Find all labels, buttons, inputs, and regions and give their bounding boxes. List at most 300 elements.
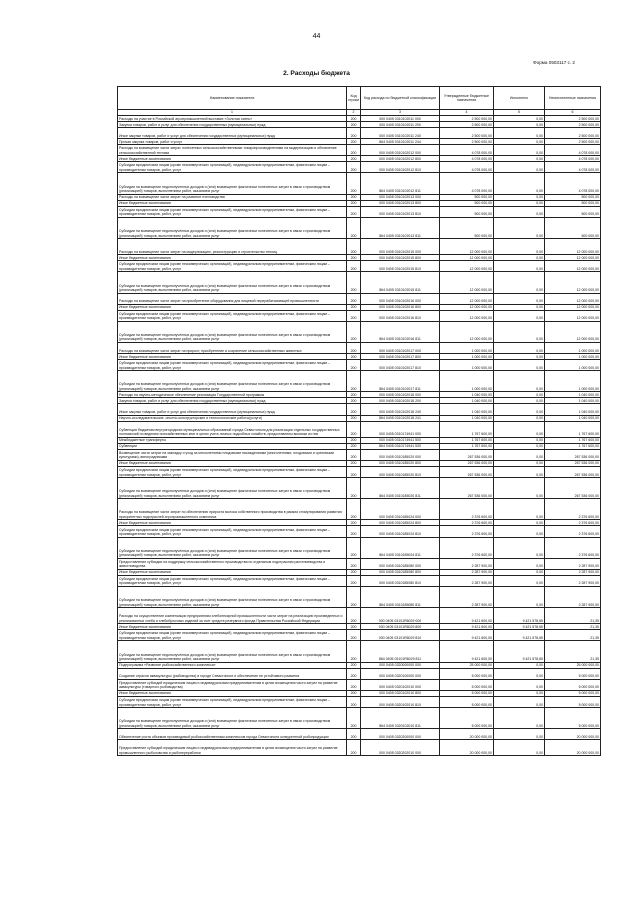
row-indicator-name: Субсидии на возмещение недополученных доходов и (или) возмещение фактически понесенных затрат в связи с производством (реализацией) товаров, выполнением работ, оказанием услуг (118, 321, 347, 342)
row-expense-code: 000 0405 0320102010 000 (361, 679, 440, 690)
row-expense-code: 000 0405 0310102017 810 (361, 360, 440, 371)
row-expense-code: 864 0405 0310102013 811 (361, 217, 440, 238)
row-indicator-name: Иные бюджетные ассигнования (118, 690, 347, 696)
row-line-code: 200 (347, 729, 361, 740)
row-remaining-amount: 1 767 600,00 (545, 443, 601, 449)
row-remaining-amount: 21,35 (545, 630, 601, 641)
row-remaining-amount: 1 000 000,00 (545, 371, 601, 392)
row-line-code: 200 (347, 575, 361, 586)
row-line-code: 200 (347, 537, 361, 558)
row-executed-amount: 0,00 (494, 128, 545, 139)
row-approved-amount: 1 000 000,00 (440, 360, 494, 371)
row-remaining-amount: 12 000 000,00 (545, 261, 601, 272)
row-approved-amount: 1 040 000,00 (440, 392, 494, 398)
row-indicator-name: Субвенции (118, 443, 347, 449)
header-approved: Утвержденные бюджетные назначения (440, 87, 494, 110)
row-indicator-name: Субсидии на возмещение недополученных доходов и (или) возмещение фактически понесенных затрат в связи с производством (реализацией) товаров, выполнением работ, оказанием услуг (118, 173, 347, 194)
row-approved-amount: 1 040 000,00 (440, 398, 494, 404)
row-line-code: 200 (347, 200, 361, 206)
row-indicator-name: Закупка товаров, работ и услуг для обеспечения государственных (муниципальных) нужд (118, 398, 347, 404)
row-remaining-amount: 2 376 600,00 (545, 537, 601, 558)
row-indicator-name: Научно-исследовательские, опытно-конструкторские и технологические работы(услуги) (118, 415, 347, 421)
row-line-code: 200 (347, 342, 361, 353)
table-row (118, 679, 601, 690)
row-executed-amount: 0,00 (494, 156, 545, 162)
row-expense-code: 864 0405 0310102011 244 (361, 139, 440, 145)
column-number: 4 (440, 110, 494, 116)
row-expense-code: 864 0405 0310185024 811 (361, 537, 440, 558)
table-row (118, 575, 601, 586)
row-indicator-name: Подпрограмма «Развитие рыбохозяйственного комплекса» (118, 662, 347, 668)
row-indicator-name: Субсидии на возмещение недополученных доходов и (или) возмещение фактически понесенных затрат в связи с производством (реализацией) товаров, выполнением работ, оказанием услуг (118, 272, 347, 293)
table-row (118, 321, 601, 342)
table-row (118, 206, 601, 217)
row-approved-amount: 20 000 000,00 (440, 740, 494, 756)
row-approved-amount: 500 000,00 (440, 200, 494, 206)
row-indicator-name: Субсидии юридическим лицам (кроме некоммерческих организаций), индивидуальным предпринимателям, физическим лицам – производителям товаров, работ, услуг (118, 360, 347, 371)
row-executed-amount: 9 421 578,65 (494, 641, 545, 662)
row-executed-amount: 0,00 (494, 116, 545, 122)
row-approved-amount: 500 000,00 (440, 217, 494, 238)
table-row (118, 696, 601, 707)
column-number: 6 (545, 110, 601, 116)
row-approved-amount: 12 000 000,00 (440, 293, 494, 304)
row-executed-amount: 0,00 (494, 586, 545, 607)
table-row (118, 293, 601, 304)
row-approved-amount: 12 000 000,00 (440, 272, 494, 293)
row-expense-code: 000 0405 0310102017 000 (361, 342, 440, 353)
row-expense-code: 000 0405 03101R6029 000 (361, 608, 440, 624)
row-expense-code: 000 0405 0320200000 000 (361, 729, 440, 740)
row-line-code: 200 (347, 293, 361, 304)
row-remaining-amount: 2 376 600,00 (545, 520, 601, 526)
row-approved-amount: 5 000 000,00 (440, 690, 494, 696)
row-remaining-amount: 4 078 000,00 (545, 145, 601, 156)
row-line-code: 200 (347, 608, 361, 624)
row-executed-amount: 0,00 (494, 460, 545, 466)
table-row (118, 499, 601, 520)
budget-expenses-table (117, 86, 601, 756)
row-indicator-name: Субвенция бюджетам внутригородских муниципальных образований города Севастополя для реализации отдельных государственных полномочий по ведению похозяйственных книг в целях учета личных подсобных хозяйств, предоставлены выписки из них (118, 421, 347, 437)
row-line-code: 200 (347, 156, 361, 162)
row-line-code: 200 (347, 696, 361, 707)
row-approved-amount: 500 000,00 (440, 194, 494, 200)
row-expense-code: 864 0405 0310174941 530 (361, 443, 440, 449)
row-remaining-amount: 500 000,00 (545, 217, 601, 238)
row-line-code: 200 (347, 569, 361, 575)
row-expense-code: 000 0405 0320102010 800 (361, 690, 440, 696)
table-row (118, 128, 601, 139)
row-line-code: 200 (347, 139, 361, 145)
row-expense-code: 000 0405 0320100000 000 (361, 668, 440, 679)
row-remaining-amount: 2 500 000,00 (545, 116, 601, 122)
row-approved-amount: 1 000 000,00 (440, 342, 494, 353)
row-expense-code: 864 0405 0310102016 811 (361, 321, 440, 342)
row-approved-amount: 2 500 000,00 (440, 139, 494, 145)
row-remaining-amount: 1 040 000,00 (545, 415, 601, 421)
row-approved-amount: 20 000 000,00 (440, 729, 494, 740)
row-expense-code: 000 0405 0310102018 240 (361, 404, 440, 415)
row-indicator-name: Прочая закупка товаров, работ и услуг (118, 139, 347, 145)
row-expense-code: 000 0405 0310102016 800 (361, 304, 440, 310)
row-remaining-amount: 5 000 000,00 (545, 696, 601, 707)
row-remaining-amount: 21,35 (545, 608, 601, 624)
row-indicator-name: Субсидии юридическим лицам (кроме некоммерческих организаций), индивидуальным предпринимателям, физическим лицам – производителям товаров, работ, услуг (118, 466, 347, 477)
row-line-code: 200 (347, 679, 361, 690)
row-line-code: 200 (347, 708, 361, 729)
row-expense-code: 864 0405 0310102015 811 (361, 272, 440, 293)
row-remaining-amount: 2 500 000,00 (545, 128, 601, 139)
row-expense-code: 000 0405 0310102012 800 (361, 156, 440, 162)
row-remaining-amount: 2 287 900,00 (545, 575, 601, 586)
row-expense-code: 000 0405 0310102015 000 (361, 239, 440, 255)
row-indicator-name: Возмещение части затрат на закладку и уход за многолетними плодовыми насаждениями (многолетними, плодовыми и ореховыми культурами), виноградниками (118, 449, 347, 460)
row-remaining-amount: 4 078 000,00 (545, 162, 601, 173)
row-remaining-amount: 2 287 900,00 (545, 586, 601, 607)
row-remaining-amount: 267 536 000,00 (545, 466, 601, 477)
row-approved-amount: 2 287 900,00 (440, 586, 494, 607)
table-row (118, 310, 601, 321)
row-expense-code: 864 0405 0310185020 811 (361, 478, 440, 499)
table-row (118, 537, 601, 558)
row-approved-amount: 12 000 000,00 (440, 321, 494, 342)
row-indicator-name: Субсидии юридическим лицам (кроме некоммерческих организаций), индивидуальным предпринимателям, физическим лицам – производителям товаров, работ, услуг (118, 526, 347, 537)
row-executed-amount: 0,00 (494, 360, 545, 371)
row-indicator-name: Субсидии юридическим лицам (кроме некоммерческих организаций), индивидуальным предпринимателям, физическим лицам – производителям товаров, работ, услуг (118, 696, 347, 707)
row-line-code: 200 (347, 206, 361, 217)
header-executed: Исполнено (494, 87, 545, 110)
row-remaining-amount: 20 000 000,00 (545, 740, 601, 756)
row-expense-code: 000 0405 03101R6029 800 (361, 624, 440, 630)
row-approved-amount: 1 000 000,00 (440, 354, 494, 360)
row-indicator-name: Расходы на возмещение части затрат по обеспечению прироста молока собственного производства в рамках стимулирования развития приоритетных подотраслей агропромышленного комплекса (118, 499, 347, 520)
row-expense-code: 000 0405 0310102015 800 (361, 255, 440, 261)
row-executed-amount: 0,00 (494, 392, 545, 398)
row-indicator-name: Иные бюджетные ассигнования (118, 460, 347, 466)
row-approved-amount: 9 421 600,00 (440, 630, 494, 641)
row-remaining-amount: 267 536 000,00 (545, 460, 601, 466)
row-indicator-name: Субсидии юридическим лицам (кроме некоммерческих организаций), индивидуальным предпринимателям, физическим лицам – производителям товаров, работ, услуг (118, 575, 347, 586)
table-row (118, 217, 601, 238)
row-line-code: 200 (347, 122, 361, 128)
column-number: 3 (361, 110, 440, 116)
row-executed-amount: 0,00 (494, 520, 545, 526)
row-expense-code: 000 0405 0310102017 800 (361, 354, 440, 360)
row-approved-amount: 9 421 600,00 (440, 641, 494, 662)
row-executed-amount: 0,00 (494, 668, 545, 679)
row-indicator-name: Предоставление субсидии на поддержку сельскохозяйственного производства по отдельным подотраслям растениеводства и животноводства (118, 558, 347, 569)
row-indicator-name: Иные бюджетные ассигнования (118, 200, 347, 206)
row-indicator-name: Субсидии юридическим лицам (кроме некоммерческих организаций), индивидуальным предпринимателям, физическим лицам – производителям товаров, работ, услуг (118, 630, 347, 641)
row-approved-amount: 12 000 000,00 (440, 261, 494, 272)
row-approved-amount: 267 536 000,00 (440, 466, 494, 477)
row-expense-code: 864 0405 0310102017 811 (361, 371, 440, 392)
row-expense-code: 000 0405 0310185020 800 (361, 460, 440, 466)
row-indicator-name: Создание отрасли аквакультуры (рыбоводства) в городе Севастополе и обеспечение ее устойчивого развития (118, 668, 347, 679)
row-remaining-amount: 1 000 000,00 (545, 342, 601, 353)
row-remaining-amount: 12 000 000,00 (545, 255, 601, 261)
row-approved-amount: 5 000 000,00 (440, 668, 494, 679)
row-expense-code: 000 0405 0310174941 500 (361, 437, 440, 443)
row-remaining-amount: 12 000 000,00 (545, 239, 601, 255)
section-title: 2. Расходы бюджета (283, 70, 350, 77)
row-executed-amount: 0,00 (494, 696, 545, 707)
row-approved-amount: 9 421 600,00 (440, 608, 494, 624)
row-approved-amount: 5 000 000,00 (440, 696, 494, 707)
row-remaining-amount: 1 767 600,00 (545, 421, 601, 437)
row-executed-amount: 0,00 (494, 466, 545, 477)
row-executed-amount: 0,00 (494, 421, 545, 437)
row-indicator-name: Субсидии на возмещение недополученных доходов и (или) возмещение фактически понесенных затрат в связи с производством (реализацией) товаров, выполнением работ, оказанием услуг (118, 217, 347, 238)
row-expense-code: 000 0405 0310102015 810 (361, 261, 440, 272)
row-line-code: 200 (347, 145, 361, 156)
row-indicator-name: Субсидии на возмещение недополученных доходов и (или) возмещение фактически понесенных затрат в связи с производством (реализацией) товаров, выполнением работ, оказанием услуг (118, 371, 347, 392)
row-indicator-name: Иные закупки товаров, работ и услуг для обеспечения государственных (муниципальных) нужд (118, 128, 347, 139)
row-remaining-amount: 1 000 000,00 (545, 360, 601, 371)
row-approved-amount: 2 287 900,00 (440, 558, 494, 569)
row-executed-amount: 0,00 (494, 449, 545, 460)
row-expense-code: 000 0405 0310102018 200 (361, 398, 440, 404)
row-line-code: 200 (347, 421, 361, 437)
table-row (118, 173, 601, 194)
row-line-code: 200 (347, 558, 361, 569)
table-row (118, 586, 601, 607)
row-line-code: 200 (347, 272, 361, 293)
table-row (118, 526, 601, 537)
row-approved-amount: 2 287 900,00 (440, 575, 494, 586)
column-number: 2 (347, 110, 361, 116)
row-remaining-amount: 1 040 000,00 (545, 392, 601, 398)
row-expense-code: 000 0405 0310102011 240 (361, 128, 440, 139)
row-executed-amount: 0,00 (494, 569, 545, 575)
row-expense-code: 864 0405 0320102010 811 (361, 708, 440, 729)
row-approved-amount: 2 376 600,00 (440, 499, 494, 520)
row-approved-amount: 4 078 000,00 (440, 156, 494, 162)
row-indicator-name: Субсидии на возмещение недополученных доходов и (или) возмещение фактически понесенных затрат в связи с производством (реализацией) товаров, выполнением работ, оказанием услуг (118, 641, 347, 662)
row-expense-code: 000 0405 0310102012 000 (361, 145, 440, 156)
table-row (118, 729, 601, 740)
row-remaining-amount: 1 767 600,00 (545, 437, 601, 443)
row-expense-code: 000 0405 0310185020 810 (361, 466, 440, 477)
row-executed-amount: 0,00 (494, 575, 545, 586)
table-row (118, 668, 601, 679)
row-remaining-amount: 4 078 000,00 (545, 156, 601, 162)
row-approved-amount: 2 500 000,00 (440, 116, 494, 122)
row-line-code: 200 (347, 116, 361, 122)
row-line-code: 200 (347, 499, 361, 520)
row-line-code: 200 (347, 360, 361, 371)
row-remaining-amount: 2 287 900,00 (545, 569, 601, 575)
row-line-code: 200 (347, 354, 361, 360)
row-remaining-amount: 1 040 000,00 (545, 404, 601, 415)
row-indicator-name: Иные бюджетные ассигнования (118, 304, 347, 310)
row-approved-amount: 12 000 000,00 (440, 255, 494, 261)
row-expense-code: 000 0405 03101R6029 810 (361, 630, 440, 641)
row-remaining-amount: 500 000,00 (545, 200, 601, 206)
row-line-code: 200 (347, 460, 361, 466)
table-row (118, 342, 601, 353)
row-executed-amount: 0,00 (494, 398, 545, 404)
row-remaining-amount: 5 000 000,00 (545, 679, 601, 690)
table-row (118, 449, 601, 460)
row-executed-amount: 0,00 (494, 194, 545, 200)
table-row (118, 608, 601, 624)
row-remaining-amount: 1 040 000,00 (545, 398, 601, 404)
row-approved-amount: 1 000 000,00 (440, 371, 494, 392)
row-indicator-name: Иные бюджетные ассигнования (118, 255, 347, 261)
row-expense-code: 000 0405 0310185024 810 (361, 526, 440, 537)
row-executed-amount: 0,00 (494, 740, 545, 756)
row-indicator-name: Субсидии на возмещение недополученных доходов и (или) возмещение фактически понесенных затрат в связи с производством (реализацией) товаров, выполнением работ, оказанием услуг (118, 586, 347, 607)
row-expense-code: 000 0405 0310185024 800 (361, 520, 440, 526)
row-remaining-amount: 12 000 000,00 (545, 272, 601, 293)
table-row (118, 641, 601, 662)
row-approved-amount: 4 078 000,00 (440, 162, 494, 173)
row-indicator-name: Расходы на возмещение части затрат на модернизацию, реконструкцию и строительство теплиц (118, 239, 347, 255)
row-expense-code: 000 0405 0310185080 000 (361, 558, 440, 569)
row-expense-code: 000 0405 0310185080 810 (361, 575, 440, 586)
table-row (118, 371, 601, 392)
row-indicator-name: Расходы на возмещение части затрат, понесенных сельскохозяйственными товаропроизводителями на модернизацию и обновление сельскохозяйственной техники (118, 145, 347, 156)
table-row (118, 360, 601, 371)
row-executed-amount: 0,00 (494, 272, 545, 293)
row-expense-code: 000 0405 0310102013 810 (361, 206, 440, 217)
row-remaining-amount: 25 000 000,00 (545, 662, 601, 668)
row-remaining-amount: 5 000 000,00 (545, 668, 601, 679)
row-line-code: 200 (347, 398, 361, 404)
row-approved-amount: 12 000 000,00 (440, 239, 494, 255)
row-executed-amount: 0,00 (494, 404, 545, 415)
row-executed-amount: 0,00 (494, 122, 545, 128)
row-indicator-name: Субсидии юридическим лицам (кроме некоммерческих организаций), индивидуальным предпринимателям, физическим лицам – производителям товаров, работ, услуг (118, 261, 347, 272)
row-line-code: 200 (347, 586, 361, 607)
table-body (118, 116, 601, 756)
table-header-row (118, 87, 601, 110)
row-line-code: 200 (347, 478, 361, 499)
row-line-code: 200 (347, 443, 361, 449)
row-executed-amount: 0,00 (494, 162, 545, 173)
row-indicator-name: Расходы на научно-методическое обеспечение реализации Государственной программы (118, 392, 347, 398)
row-line-code: 200 (347, 690, 361, 696)
row-remaining-amount: 267 536 000,00 (545, 449, 601, 460)
row-indicator-name: Закупка товаров, работ и услуг для обеспечения государственных (муниципальных) нужд (118, 122, 347, 128)
row-line-code: 200 (347, 261, 361, 272)
table-row (118, 740, 601, 756)
row-executed-amount: 0,00 (494, 310, 545, 321)
row-approved-amount: 2 376 600,00 (440, 537, 494, 558)
row-indicator-name: Межбюджетные трансферты (118, 437, 347, 443)
row-indicator-name: Расходы на возмещение части затрат на прирост, приобретение и сохранение сельскохозяйственных животных (118, 342, 347, 353)
row-line-code: 200 (347, 128, 361, 139)
row-expense-code: 000 0405 0310102013 800 (361, 200, 440, 206)
row-approved-amount: 2 287 900,00 (440, 569, 494, 575)
row-executed-amount: 0,00 (494, 371, 545, 392)
page-number: 44 (312, 33, 321, 40)
row-line-code: 200 (347, 437, 361, 443)
row-executed-amount: 0,00 (494, 200, 545, 206)
row-executed-amount: 9 421 578,65 (494, 630, 545, 641)
row-executed-amount: 9 421 578,65 (494, 624, 545, 630)
row-remaining-amount: 2 376 600,00 (545, 499, 601, 520)
row-indicator-name: Расходы на участие в Российской агропромышленной выставке «Золотая осень» (118, 116, 347, 122)
row-approved-amount: 12 000 000,00 (440, 310, 494, 321)
row-executed-amount: 0,00 (494, 354, 545, 360)
row-line-code: 200 (347, 415, 361, 421)
row-line-code: 200 (347, 304, 361, 310)
row-expense-code: 000 0405 0310102016 000 (361, 293, 440, 304)
row-executed-amount: 0,00 (494, 239, 545, 255)
row-executed-amount: 0,00 (494, 443, 545, 449)
row-remaining-amount: 2 500 000,00 (545, 122, 601, 128)
row-approved-amount: 1 040 000,00 (440, 404, 494, 415)
table-row (118, 478, 601, 499)
table-row (118, 421, 601, 437)
row-line-code: 200 (347, 371, 361, 392)
column-number: 1 (118, 110, 347, 116)
row-expense-code: 000 0405 0320000000 000 (361, 662, 440, 668)
row-approved-amount: 1 767 600,00 (440, 443, 494, 449)
row-expense-code: 000 0405 0320102010 810 (361, 696, 440, 707)
row-approved-amount: 1 040 000,00 (440, 415, 494, 421)
row-indicator-name: Субсидии на возмещение недополученных доходов и (или) возмещение фактически понесенных затрат в связи с производством (реализацией) товаров, выполнением работ, оказанием услуг (118, 478, 347, 499)
row-approved-amount: 5 000 000,00 (440, 708, 494, 729)
table-row (118, 261, 601, 272)
table-row (118, 162, 601, 173)
table-row (118, 272, 601, 293)
table-row (118, 558, 601, 569)
row-executed-amount: 0,00 (494, 139, 545, 145)
row-indicator-name: Расходы на возмещение части затрат на развитие пчеловодства (118, 194, 347, 200)
row-executed-amount: 0,00 (494, 217, 545, 238)
row-executed-amount: 0,00 (494, 437, 545, 443)
row-indicator-name: Расходы на возмещение части затрат на приобретение оборудования для пищевой перерабатывающей промышленности (118, 293, 347, 304)
row-expense-code: 000 0405 0310174941 000 (361, 421, 440, 437)
row-line-code: 200 (347, 173, 361, 194)
row-indicator-name: Субсидии юридическим лицам (кроме некоммерческих организаций), индивидуальным предпринимателям, физическим лицам – производителям товаров, работ, услуг (118, 206, 347, 217)
row-indicator-name: Предоставление субсидий юридическим лицам и индивидуальным предпринимателям в целях возмещения части затрат на развитие промышленного рыболовства и рыбопереработки (118, 740, 347, 756)
row-line-code: 200 (347, 392, 361, 398)
row-expense-code: 000 0405 0310185024 000 (361, 499, 440, 520)
row-executed-amount: 0,00 (494, 206, 545, 217)
row-expense-code: 864 0405 0310185080 811 (361, 586, 440, 607)
row-executed-amount: 0,00 (494, 173, 545, 194)
table-row (118, 466, 601, 477)
row-remaining-amount: 12 000 000,00 (545, 321, 601, 342)
header-expense-code: Код расхода по бюджетной классификации (361, 87, 440, 110)
row-line-code: 200 (347, 239, 361, 255)
table-row (118, 239, 601, 255)
row-executed-amount: 0,00 (494, 261, 545, 272)
row-executed-amount: 0,00 (494, 708, 545, 729)
row-indicator-name: Иные бюджетные ассигнования (118, 569, 347, 575)
header-indicator-name: Наименование показателя (118, 87, 347, 110)
row-remaining-amount: 2 376 600,00 (545, 526, 601, 537)
row-approved-amount: 5 000 000,00 (440, 679, 494, 690)
row-indicator-name: Иные закупки товаров, работ и услуг для обеспечения государственных (муниципальных) нужд (118, 404, 347, 415)
row-remaining-amount: 500 000,00 (545, 206, 601, 217)
row-remaining-amount: 21,35 (545, 641, 601, 662)
header-line-code: Код строки (347, 87, 361, 110)
row-remaining-amount: 2 287 900,00 (545, 558, 601, 569)
row-approved-amount: 267 536 000,00 (440, 449, 494, 460)
form-code: Форма 0503117 с. 2 (533, 60, 575, 65)
row-line-code: 200 (347, 520, 361, 526)
row-expense-code: 000 0405 0310102013 000 (361, 194, 440, 200)
row-indicator-name: Субсидии юридическим лицам (кроме некоммерческих организаций), индивидуальным предпринимателям, физическим лицам – производителям товаров, работ, услуг (118, 162, 347, 173)
row-line-code: 200 (347, 740, 361, 756)
row-executed-amount: 0,00 (494, 537, 545, 558)
row-indicator-name: Субсидии на возмещение недополученных доходов и (или) возмещение фактически понесенных затрат в связи с производством (реализацией) товаров, выполнением работ, оказанием услуг (118, 537, 347, 558)
